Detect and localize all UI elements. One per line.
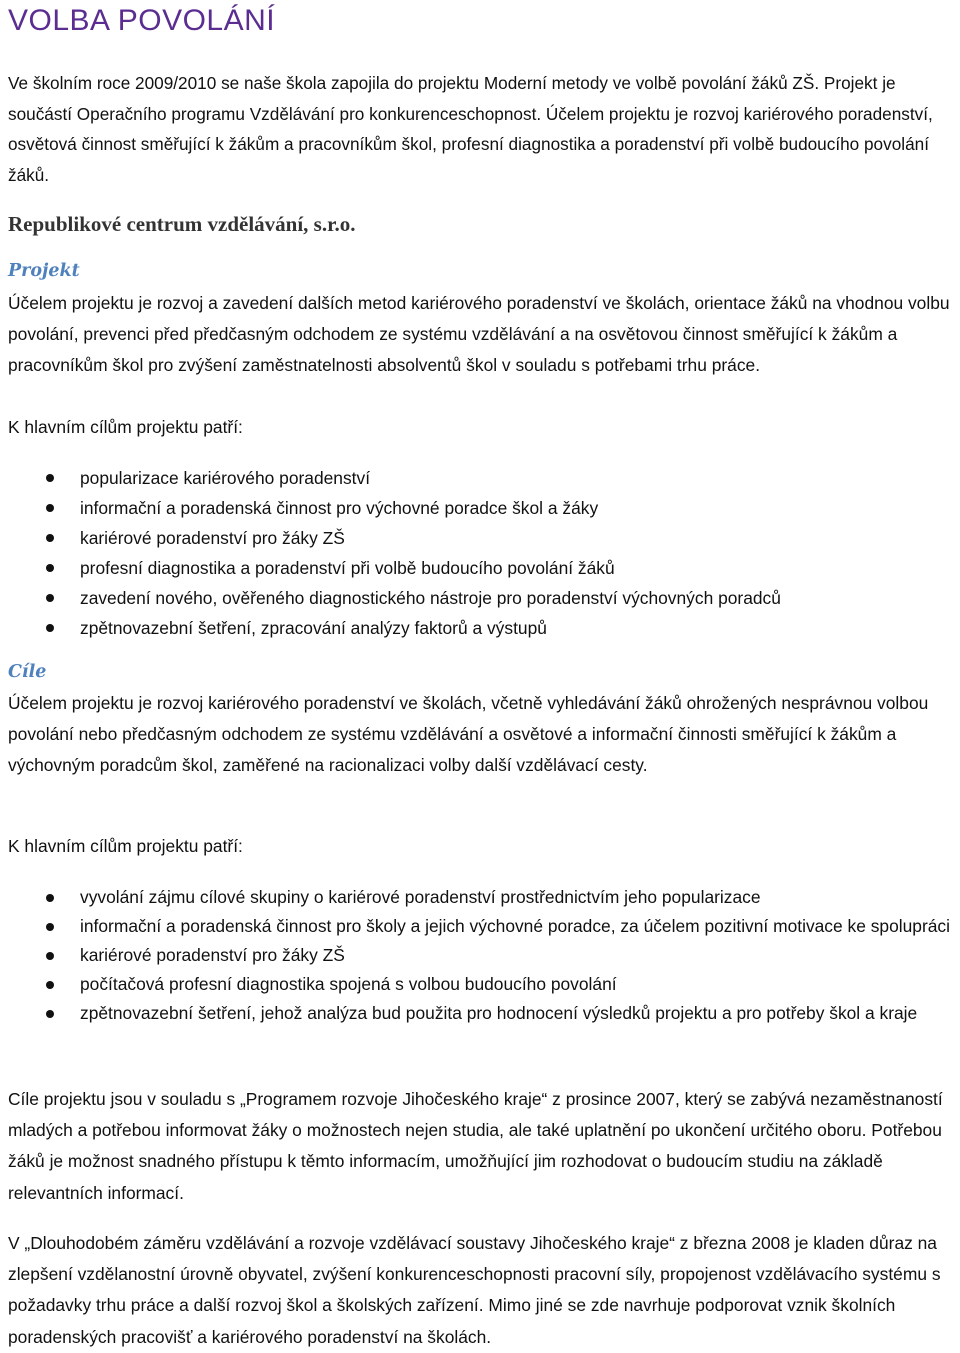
list-item: profesní diagnostika a poradenství při volbě budoucího povolání žáků — [8, 553, 958, 583]
list-item: počítačová profesní diagnostika spojená s volbou budoucího povolání — [8, 970, 958, 999]
bullet-icon — [46, 1010, 54, 1018]
bullet-icon — [46, 981, 54, 989]
list-item: zpětnovazební šetření, jehož analýza bud použita pro hodnocení výsledků projektu a pro potřeby škol a kraje — [8, 999, 958, 1028]
projekt-goals-list — [8, 463, 958, 643]
list-item: zavedení nového, ověřeného diagnostického nástroje pro poradenství výchovných poradců — [8, 583, 958, 613]
projekt-goals-intro: K hlavním cílům projektu patří: — [8, 417, 243, 437]
bullet-icon — [46, 894, 54, 902]
projekt-paragraph: Účelem projektu je rozvoj a zavedení dalších metod kariérového poradenství ve školách, orientace žáků na vhodnou volbu povolání, prevenci před předčasným odchodem ze systému vzdělávání a na osvětovou činnost směřující k žákům a pracovníkům škol pro zvýšení zaměstnatelnosti absolventů škol v souladu s potřebami trhu práce. — [8, 293, 950, 376]
bullet-icon — [46, 534, 54, 542]
cile-goals-list — [8, 883, 958, 1028]
cile-heading: Cíle — [8, 662, 47, 682]
bullet-icon — [46, 594, 54, 602]
list-item: kariérové poradenství pro žáky ZŠ — [8, 523, 958, 553]
intro-paragraph: Ve školním roce 2009/2010 se naše škola zapojila do projektu Moderní metody ve volbě povolání žáků ZŠ. Projekt je součástí Operačního programu Vzdělávání pro konkurenceschopnost. Účelem projektu je rozvoj kariérového poradenství, osvětová činnost směřující k žákům a pracovníkům škol, profesní diagnostika a poradenství při volbě budoucího povolání žáků. — [8, 73, 933, 185]
page-title: VOLBA POVOLÁNÍ — [8, 4, 276, 37]
closing-paragraph-2: V „Dlouhodobém záměru vzdělávání a rozvoje vzdělávací soustavy Jihočeského kraje“ z března 2008 je kladen důraz na zlepšení vzdělanostní úrovně obyvatel, zvýšení konkurenceschopnosti pracovní síly, propojenost vzdělávacího systému s požadavky trhu práce a další rozvoj škol a školských zařízení. Mimo jiné se zde navrhuje podporovat vznik školních poradenských pracovišť a kariérového poradenství na školách. — [8, 1233, 941, 1347]
closing-paragraph-1: Cíle projektu jsou v souladu s „Programem rozvoje Jihočeského kraje“ z prosince 2007, který se zabývá nezaměstnaností mladých a potřebou informovat žáky o možnostech nejen studia, ale také uplatnění po ukončení určitého oboru. Potřebou žáků je možnost snadného přístupu k těmto informacím, umožňující jim rozhodovat o budoucím studiu na základě relevantních informací. — [8, 1089, 943, 1203]
projekt-heading: Projekt — [8, 261, 80, 281]
bullet-icon — [46, 923, 54, 931]
bullet-icon — [46, 624, 54, 632]
list-item: informační a poradenská činnost pro výchovné poradce škol a žáky — [8, 493, 958, 523]
bullet-icon — [46, 504, 54, 512]
list-item: popularizace kariérového poradenství — [8, 463, 958, 493]
cile-paragraph: Účelem projektu je rozvoj kariérového poradenství ve školách, včetně vyhledávání žáků ohrožených nesprávnou volbou povolání nebo předčasným odchodem ze systému vzdělávání a osvětové a informační činnosti směřující k žákům a výchovným poradcům škol, zaměřené na racionalizaci volby další vzdělávací cesty. — [8, 693, 929, 776]
bullet-icon — [46, 952, 54, 960]
list-item: vyvolání zájmu cílové skupiny o kariérové poradenství prostřednictvím jeho popularizace — [8, 883, 958, 912]
bullet-icon — [46, 564, 54, 572]
list-item: kariérové poradenství pro žáky ZŠ — [8, 941, 958, 970]
organization-heading: Republikové centrum vzdělávání, s.r.o. — [8, 212, 356, 236]
cile-goals-intro: K hlavním cílům projektu patří: — [8, 836, 243, 856]
list-item: informační a poradenská činnost pro školy a jejich výchovné poradce, za účelem pozitivní motivace ke spolupráci — [8, 912, 958, 941]
list-item: zpětnovazební šetření, zpracování analýzy faktorů a výstupů — [8, 613, 958, 643]
bullet-icon — [46, 474, 54, 482]
